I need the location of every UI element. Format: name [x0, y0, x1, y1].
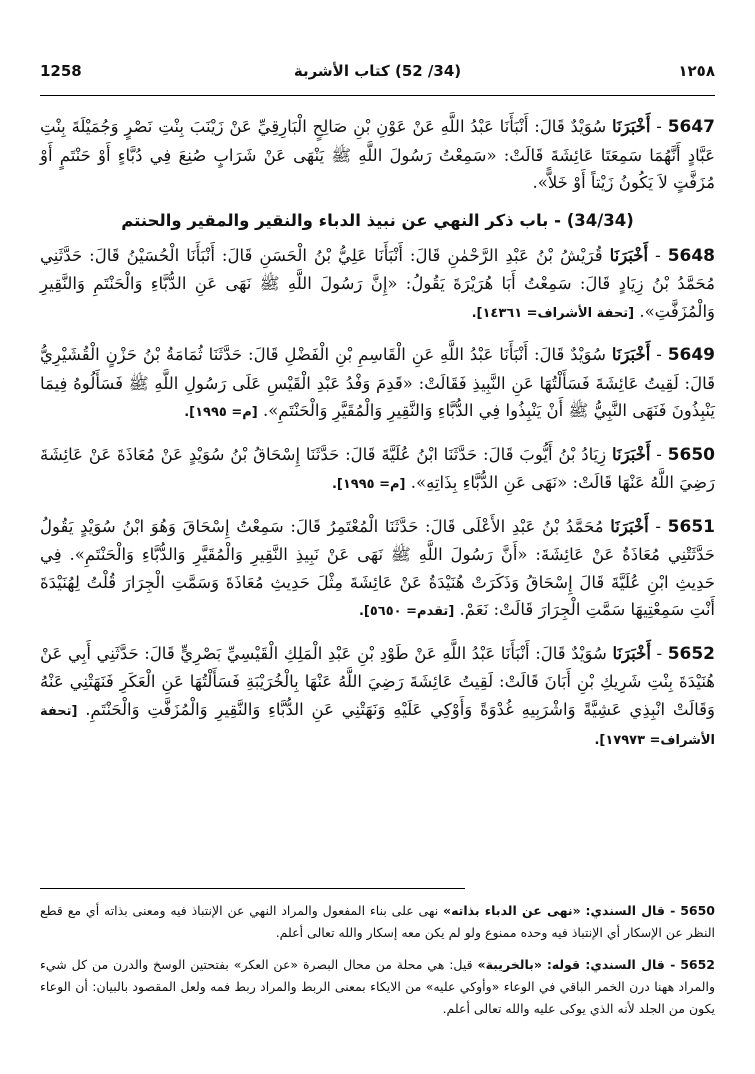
hadith-opening: أَخْبَرَنَا [611, 345, 651, 364]
hadith-number: 5649 [667, 345, 716, 365]
hadith-opening: أَخْبَرَنَا [612, 444, 651, 464]
hadith-opening: أَخْبَرَنَا [612, 643, 651, 663]
hadith-number: 5648 [667, 245, 716, 266]
main-text [40, 113, 715, 769]
hadith-opening: أَخْبَرَنَا [609, 245, 649, 265]
header-rule [40, 95, 715, 96]
hadith-text: قُرَيْشُ بْنُ عَبْدِ الرَّحْمٰنِ قَالَ: أَنْبَأَنَا عَلِيُّ بْنُ الْحَسَنِ قَالَ: أَنْبَأَنَا الْحُسَيْنُ قَالَ: حَدَّثَنِي مُحَمَّدُ بْنُ زِيَادٍ قَالَ: سَمِعْتُ أَبَا هُرَيْرَةَ يَقُولُ: «إِنَّ رَسُولَ اللَّهِ ﷺ نَهَى عَنِ الدُّبَّاءِ وَالْحَنْتَمِ وَالنَّقِيرِ وَالْمُزَفَّتِ». [40, 245, 715, 321]
footnote-text: نهى على بناء المفعول والمراد النهي عن الإنتباذ فيه ومعنى بذاته أي مع قطع النظر عن الإسكار أي الإنتباذ فيه وحده ممنوع ولو لم يكن معه إسكار والله تعالى أعلم. [40, 903, 715, 940]
page-header [40, 62, 715, 86]
hadith-opening: أَخْبَرَنَا [610, 516, 649, 536]
footnote-quote: «نهى عن الدباء بذاته» [443, 903, 581, 918]
page-number-arabic: ١٢٥٨ [678, 62, 715, 80]
hadith-reference: [تحفة الأشراف= ١٧٩٧٣]. [40, 703, 715, 748]
hadith-text: سُوَيْدٌ قَالَ: أَنْبَأَنَا عَبْدُ اللَّهِ عَنِ الْقَاسِمِ بْنِ الْفَضْلِ قَالَ: حَدَّثَنَا ثُمَامَةُ بْنُ حَزْنٍ الْقُشَيْرِيُّ قَالَ: لَقِيتُ عَائِشَةَ فَسَأَلْتُهَا عَنِ النَّبِيذِ فَقَالَتْ: «قَدِمَ وَفْدُ عَبْدِ الْقَيْسِ عَلَى رَسُولِ اللَّهِ ﷺ فَسَأَلُوهُ فِيمَا يَنْبِذُونَ فَنَهَى النَّبِيُّ ﷺ أَنْ يَنْبِذُوا فِي الدُّبَّاءِ وَالنَّقِيرِ وَالْمُقَيَّرِ وَالْحَنْتَمِ». [40, 345, 715, 420]
hadith-5650: 5650 - أَخْبَرَنَا زِيَادُ بْنُ أَيُّوبَ قَالَ: حَدَّثَنَا ابْنُ عُلَيَّةَ قَالَ: حَدَّثَنَا إِسْحَاقُ بْنُ سُوَيْدٍ عَنْ مُعَاذَةَ عَنْ عَائِشَةَ رَضِيَ اللَّهُ عَنْهَا قَالَتْ: «نَهَى عَنِ الدُّبَّاءِ بِذَاتِهِ». [م= ١٩٩٥]. [40, 444, 715, 492]
hadith-text: سُوَيْدٌ قَالَ: أَنْبَأَنَا عَبْدُ اللَّهِ عَنْ عَوْنِ بْنِ صَالِحٍ الْبَارِقِيِّ عَنْ زَيْنَبَ بِنْتِ نَصْرٍ وَجُمَيْلَةَ بِنْتِ عَبَّادٍ أَنَّهُمَا سَمِعَتَا عَائِشَةَ قَالَتْ: «سَمِعْتُ رَسُولَ اللَّهِ ﷺ يَنْهَى عَنْ شَرَابٍ صُنِعَ فِي دُبَّاءٍ أَوْ حَنْتَمٍ أَوْ مُزَفَّتٍ لاَ يَكُونُ زَيْتاً أَوْ خَلاًّ». [40, 117, 715, 192]
footnote-label: - قال السندي: [585, 903, 676, 918]
hadith-reference: [تحفة الأشراف= ١٤٣٦١]. [471, 305, 635, 321]
footnote-text: قيل: هي محلة من محال البصرة «عن العكر» بفتحتين الوسخ والدرن من كل شيء والمراد ههنا درن الخمر الباقي في الوعاء «وأوكي عليه» من الايكاء بمعنى الربط والمراد ربط فمه ولعل المقصود بالبيان: أن الوعاء يكون من الجلد لأنه الذي يوكى عليه والله تعالى أعلم. [40, 957, 715, 1016]
hadith-text: مُحَمَّدُ بْنُ عَبْدِ الأَعْلَى قَالَ: حَدَّثَنَا الْمُعْتَمِرُ قَالَ: سَمِعْتُ إِسْحَاقَ وَهُوَ ابْنُ سُوَيْدٍ يَقُولُ حَدَّثَتْنِي مُعَاذَةُ عَنْ عَائِشَةَ: «أَنَّ رَسُولَ اللَّهِ ﷺ نَهَى عَنْ نَبِيذِ النَّقِيرِ وَالْمُقَيَّرِ وَالدُّبَّاءِ وَالْحَنْتَمِ». فِي حَدِيثِ ابْنِ عُلَيَّةَ قَالَ إِسْحَاقُ وَذَكَرَتْ هُنَيْدَةُ عَنْ عَائِشَةَ مِثْلَ حَدِيثِ مُعَاذَةَ وَسَمَّتِ الْجِرَارَ قُلْتُ لِهُنَيْدَةَ أَنْتِ سَمِعْتِيهَا سَمَّتِ الْجِرَارَ قَالَتْ: نَعَمْ. [40, 516, 715, 619]
hadith-number: 5652 [667, 643, 716, 664]
hadith-text: زِيَادُ بْنُ أَيُّوبَ قَالَ: حَدَّثَنَا ابْنُ عُلَيَّةَ قَالَ: حَدَّثَنَا إِسْحَاقُ بْنُ سُوَيْدٍ عَنْ مُعَاذَةَ عَنْ عَائِشَةَ رَضِيَ اللَّهُ عَنْهَا قَالَتْ: «نَهَى عَنِ الدُّبَّاءِ بِذَاتِهِ». [40, 444, 715, 492]
hadith-number: 5650 [667, 444, 715, 465]
running-title: (34/ 52) كتاب الأشربة [293, 62, 462, 80]
page-number-latin: 1258 [40, 62, 82, 80]
hadith-5651: 5651 - أَخْبَرَنَا مُحَمَّدُ بْنُ عَبْدِ الأَعْلَى قَالَ: حَدَّثَنَا الْمُعْتَمِرُ قَالَ: سَمِعْتُ إِسْحَاقَ وَهُوَ ابْنُ سُوَيْدٍ يَقُولُ حَدَّثَتْنِي مُعَاذَةُ عَنْ عَائِشَةَ: «أَنَّ رَسُولَ اللَّهِ ﷺ نَهَى عَنْ نَبِيذِ النَّقِيرِ وَالْمُقَيَّرِ وَالدُّبَّاءِ وَالْحَنْتَمِ». فِي حَدِيثِ ابْنِ عُلَيَّةَ قَالَ إِسْحَاقُ وَذَكَرَتْ هُنَيْدَةُ عَنْ عَائِشَةَ مِثْلَ حَدِيثِ مُعَاذَةَ وَسَمَّتِ الْجِرَارَ قُلْتُ لِهُنَيْدَةَ أَنْتِ سَمِعْتِيهَا سَمَّتِ الْجِرَارَ قَالَتْ: نَعَمْ. [تقدم= ٥٦٥٠]. [40, 516, 715, 619]
hadith-5649: 5649 - أَخْبَرَنَا سُوَيْدٌ قَالَ: أَنْبَأَنَا عَبْدُ اللَّهِ عَنِ الْقَاسِمِ بْنِ الْفَضْلِ قَالَ: حَدَّثَنَا ثُمَامَةُ بْنُ حَزْنٍ الْقُشَيْرِيُّ قَالَ: لَقِيتُ عَائِشَةَ فَسَأَلْتُهَا عَنِ النَّبِيذِ فَقَالَتْ: «قَدِمَ وَفْدُ عَبْدِ الْقَيْسِ عَلَى رَسُولِ اللَّهِ ﷺ فَسَأَلُوهُ فِيمَا يَنْبِذُونَ فَنَهَى النَّبِيُّ ﷺ أَنْ يَنْبِذُوا فِي الدُّبَّاءِ وَالنَّقِيرِ وَالْمُقَيَّرِ وَالْحَنْتَمِ». [م= ١٩٩٥]. [40, 345, 716, 420]
footnote-5652 [40, 954, 715, 1020]
footnote-label: - قال السندي: قوله: [546, 957, 676, 972]
hadith-text: سُوَيْدٌ قَالَ: أَنْبَأَنَا عَبْدُ اللَّهِ عَنْ طَوْدِ بْنِ عَبْدِ الْمَلِكِ الْقَيْسِيِّ بَصْرِيٍّ قَالَ: حَدَّثَنِي أَبِي عَنْ هُنَيْدَةَ بِنْتِ شَرِيكِ بْنِ أَبَانَ قَالَتْ: لَقِيتُ عَائِشَةَ رَضِيَ اللَّهُ عَنْهَا بِالْخُرَيْبَةِ فَسَأَلْتُهَا عَنِ الْعَكَرِ فَنَهَتْنِي عَنْهُ وَقَالَتْ انْبِذِي عَشِيَّةً وَاشْرَبِيهِ غُدْوَةً وَأَوْكِي عَلَيْهِ وَنَهَتْنِي عَنِ الدُّبَّاءِ وَالنَّقِيرِ وَالْمُزَفَّتِ وَالْحَنْتَمِ. [40, 643, 715, 719]
hadith-5647: 5647 - أَخْبَرَنَا سُوَيْدٌ قَالَ: أَنْبَأَنَا عَبْدُ اللَّهِ عَنْ عَوْنِ بْنِ صَالِحٍ الْبَارِقِيِّ عَنْ زَيْنَبَ بِنْتِ نَصْرٍ وَجُمَيْلَةَ بِنْتِ عَبَّادٍ أَنَّهُمَا سَمِعَتَا عَائِشَةَ قَالَتْ: «سَمِعْتُ رَسُولَ اللَّهِ ﷺ يَنْهَى عَنْ شَرَابٍ صُنِعَ فِي دُبَّاءٍ أَوْ حَنْتَمٍ أَوْ مُزَفَّتٍ لاَ يَكُونُ زَيْتاً أَوْ خَلاًّ». [40, 117, 716, 192]
footnote-5650 [40, 900, 715, 944]
hadith-opening: أَخْبَرَنَا [611, 117, 651, 136]
footnotes [40, 900, 715, 1030]
hadith-reference: [م= ١٩٩٥]. [184, 405, 258, 420]
hadith-5648: 5648 - أَخْبَرَنَا قُرَيْشُ بْنُ عَبْدِ الرَّحْمٰنِ قَالَ: أَنْبَأَنَا عَلِيُّ بْنُ الْحَسَنِ قَالَ: أَنْبَأَنَا الْحُسَيْنُ قَالَ: حَدَّثَنِي مُحَمَّدُ بْنُ زِيَادٍ قَالَ: سَمِعْتُ أَبَا هُرَيْرَةَ يَقُولُ: «إِنَّ رَسُولَ اللَّهِ ﷺ نَهَى عَنِ الدُّبَّاءِ وَالْحَنْتَمِ وَالنَّقِيرِ وَالْمُزَفَّتِ». [تحفة الأشراف= ١٤٣٦١]. [40, 245, 716, 321]
hadith-number: 5647 [667, 117, 716, 137]
footnote-quote: «بالخريبة» [477, 957, 542, 972]
hadith-5652: 5652 - أَخْبَرَنَا سُوَيْدٌ قَالَ: أَنْبَأَنَا عَبْدُ اللَّهِ عَنْ طَوْدِ بْنِ عَبْدِ الْمَلِكِ الْقَيْسِيِّ بَصْرِيٍّ قَالَ: حَدَّثَنِي أَبِي عَنْ هُنَيْدَةَ بِنْتِ شَرِيكِ بْنِ أَبَانَ قَالَتْ: لَقِيتُ عَائِشَةَ رَضِيَ اللَّهُ عَنْهَا بِالْخُرَيْبَةِ فَسَأَلْتُهَا عَنِ الْعَكَرِ فَنَهَتْنِي عَنْهُ وَقَالَتْ انْبِذِي عَشِيَّةً وَاشْرَبِيهِ غُدْوَةً وَأَوْكِي عَلَيْهِ وَنَهَتْنِي عَنِ الدُّبَّاءِ وَالنَّقِيرِ وَالْمُزَفَّتِ وَالْحَنْتَمِ. [تحفة الأشراف= ١٧٩٧٣]. [40, 643, 716, 748]
hadith-number: 5651 [667, 516, 715, 537]
footnote-number: 5650 [680, 903, 715, 918]
hadith-reference: [م= ١٩٩٥]. [331, 477, 406, 492]
chapter-title: (34/34) - باب ذكر النهي عن نبيذ الدباء والنقير والمقير والحنتم [121, 210, 634, 230]
hadith-reference: [تقدم= ٥٦٥٠]. [358, 604, 455, 619]
footnote-number: 5652 [680, 957, 715, 972]
footnote-rule [40, 888, 465, 889]
